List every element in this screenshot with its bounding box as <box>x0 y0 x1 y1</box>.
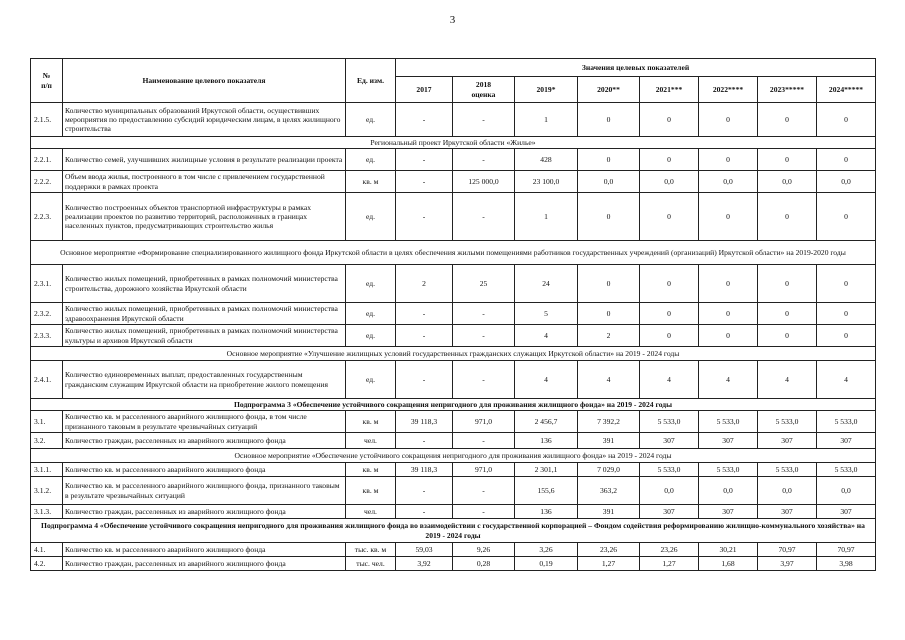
indicator-number: 2.2.2. <box>31 171 63 193</box>
indicator-value: - <box>396 433 453 449</box>
indicator-value: 0 <box>817 103 876 137</box>
indicator-name: Количество граждан, расселенных из аварийного жилищного фонда <box>63 433 346 449</box>
section-row <box>31 347 876 361</box>
page-number: 3 <box>449 14 456 26</box>
indicator-name: Количество кв. м расселенного аварийного жилищного фонда <box>63 543 346 557</box>
indicator-value: 307 <box>640 505 699 519</box>
table-row <box>31 361 876 399</box>
header-year: 2020** <box>578 77 640 103</box>
indicator-value: - <box>453 433 515 449</box>
indicator-value: 0,0 <box>640 477 699 505</box>
indicator-name: Объем ввода жилья, построенного в том числе с привлечением государственной поддержки в рамках проекта <box>63 171 346 193</box>
indicator-value: 307 <box>817 505 876 519</box>
indicator-unit: ед. <box>346 303 396 325</box>
indicator-name: Количество жилых помещений, приобретенных в рамках полномочий министерства строительства, дорожного хозяйства Иркутской области <box>63 265 346 303</box>
indicator-name: Количество кв. м расселенного аварийного жилищного фонда, признанного таковым в результате чрезвычайных ситуаций <box>63 477 346 505</box>
indicator-name: Количество построенных объектов транспортной инфраструктуры в рамках реализации проектов по развитию территорий, расположенных в границах населенных пунктов, предусматривающих строительство жилья <box>63 193 346 241</box>
indicator-unit: тыс. чел. <box>346 557 396 571</box>
indicator-value: 0 <box>640 193 699 241</box>
section-row <box>31 137 876 149</box>
indicator-name: Количество жилых помещений, приобретенных в рамках полномочий министерства здравоохранения Иркутской области <box>63 303 346 325</box>
indicator-value: 307 <box>758 433 817 449</box>
indicator-name: Количество кв. м расселенного аварийного жилищного фонда, в том числе признанного таковым в результате чрезвычайных ситуаций <box>63 411 346 433</box>
indicator-value: 0 <box>578 103 640 137</box>
indicator-number: 4.1. <box>31 543 63 557</box>
indicator-number: 4.2. <box>31 557 63 571</box>
indicator-value: 971,0 <box>453 463 515 477</box>
indicator-value: 0 <box>758 149 817 171</box>
indicator-value: 0 <box>699 103 758 137</box>
indicator-value: 0,0 <box>817 171 876 193</box>
indicator-unit: кв. м <box>346 171 396 193</box>
table-row <box>31 505 876 519</box>
section-row <box>31 241 876 265</box>
indicator-value: 1 <box>515 103 578 137</box>
indicator-value: 0 <box>817 265 876 303</box>
indicator-number: 3.1.3. <box>31 505 63 519</box>
indicator-value: 971,0 <box>453 411 515 433</box>
indicator-number: 2.3.2. <box>31 303 63 325</box>
indicator-name: Количество муниципальных образований Иркутской области, осуществивших мероприятия по предоставлению субсидий юридическим лицам, в целях жилищного строительства <box>63 103 346 137</box>
indicator-value: - <box>453 303 515 325</box>
indicator-value: 3,92 <box>396 557 453 571</box>
indicator-name: Количество единовременных выплат, предоставленных государственным гражданским служащим Иркутской области на приобретение жилого помещения <box>63 361 346 399</box>
indicator-number: 2.3.3. <box>31 325 63 347</box>
indicator-value: - <box>453 477 515 505</box>
table-row <box>31 557 876 571</box>
table-row <box>31 325 876 347</box>
indicator-value: 5 533,0 <box>758 411 817 433</box>
indicator-value: 0 <box>640 325 699 347</box>
indicator-value: 0 <box>758 103 817 137</box>
indicator-value: 2 <box>578 325 640 347</box>
indicator-value: - <box>396 103 453 137</box>
indicator-value: - <box>453 103 515 137</box>
indicator-value: 23,26 <box>640 543 699 557</box>
indicator-value: 5 533,0 <box>817 463 876 477</box>
indicator-unit: чел. <box>346 505 396 519</box>
indicator-unit: тыс. кв. м <box>346 543 396 557</box>
indicator-value: 0 <box>817 325 876 347</box>
indicator-value: 0 <box>817 149 876 171</box>
table-row <box>31 433 876 449</box>
indicator-value: 5 533,0 <box>699 463 758 477</box>
table-row <box>31 411 876 433</box>
indicator-value: 0 <box>640 265 699 303</box>
indicator-value: 9,26 <box>453 543 515 557</box>
indicator-value: 136 <box>515 505 578 519</box>
indicator-value: - <box>396 171 453 193</box>
header-num: № п/п <box>31 59 63 103</box>
indicator-number: 3.2. <box>31 433 63 449</box>
indicator-value: 307 <box>817 433 876 449</box>
indicator-value: 0 <box>578 303 640 325</box>
indicator-value: - <box>396 303 453 325</box>
indicator-value: 3,26 <box>515 543 578 557</box>
indicator-value: 0,0 <box>640 171 699 193</box>
table-row <box>31 477 876 505</box>
indicator-number: 3.1. <box>31 411 63 433</box>
section-title: Подпрограмма 3 «Обеспечение устойчивого сокращения непригодного для проживания жилищного фонда» на 2019 - 2024 годы <box>31 399 876 411</box>
table-row <box>31 103 876 137</box>
table-row <box>31 193 876 241</box>
indicator-value: 4 <box>817 361 876 399</box>
indicator-value: 3,98 <box>817 557 876 571</box>
header-values-title: Значения целевых показателей <box>396 59 876 77</box>
indicator-value: 307 <box>758 505 817 519</box>
indicator-value: 59,03 <box>396 543 453 557</box>
indicator-value: 428 <box>515 149 578 171</box>
indicator-value: 5 533,0 <box>640 463 699 477</box>
indicator-value: 0 <box>699 265 758 303</box>
indicator-value: 0,28 <box>453 557 515 571</box>
indicator-unit: ед. <box>346 193 396 241</box>
table-row <box>31 149 876 171</box>
indicator-value: 39 118,3 <box>396 463 453 477</box>
indicator-value: 0 <box>699 149 758 171</box>
indicator-value: 155,6 <box>515 477 578 505</box>
indicator-value: - <box>396 193 453 241</box>
header-year: 2021*** <box>640 77 699 103</box>
indicator-value: - <box>453 193 515 241</box>
indicator-unit: ед. <box>346 361 396 399</box>
indicator-value: 0,0 <box>758 477 817 505</box>
indicator-value: 136 <box>515 433 578 449</box>
indicator-value: 23,26 <box>578 543 640 557</box>
indicator-value: - <box>396 361 453 399</box>
header-year: 2019* <box>515 77 578 103</box>
indicator-number: 2.2.1. <box>31 149 63 171</box>
indicator-value: 3,97 <box>758 557 817 571</box>
indicator-value: 0 <box>640 103 699 137</box>
indicator-value: 125 000,0 <box>453 171 515 193</box>
indicator-value: 1,27 <box>640 557 699 571</box>
indicator-number: 2.2.3. <box>31 193 63 241</box>
indicator-name: Количество граждан, расселенных из аварийного жилищного фонда <box>63 505 346 519</box>
indicator-value: 307 <box>699 505 758 519</box>
indicator-value: 25 <box>453 265 515 303</box>
indicator-value: 0 <box>758 325 817 347</box>
indicator-number: 3.1.1. <box>31 463 63 477</box>
indicator-unit: чел. <box>346 433 396 449</box>
section-title: Подпрограмма 4 «Обеспечение устойчивого сокращения непригодного для проживания жилищного фонда во взаимодействии с государственной корпорацией – Фондом содействия реформированию жилищно-коммунального хозяйства» на 2019 - 2024 годы <box>31 519 876 543</box>
indicator-value: 0 <box>758 265 817 303</box>
indicator-value: 23 100,0 <box>515 171 578 193</box>
indicator-value: 2 301,1 <box>515 463 578 477</box>
indicator-name: Количество кв. м расселенного аварийного жилищного фонда <box>63 463 346 477</box>
indicator-value: 4 <box>699 361 758 399</box>
indicator-value: 0,0 <box>699 477 758 505</box>
indicator-value: 0,0 <box>699 171 758 193</box>
indicator-value: 1 <box>515 193 578 241</box>
indicator-value: - <box>396 477 453 505</box>
indicator-unit: ед. <box>346 149 396 171</box>
indicator-value: 0 <box>578 149 640 171</box>
indicator-name: Количество граждан, расселенных из аварийного жилищного фонда <box>63 557 346 571</box>
indicator-value: - <box>453 505 515 519</box>
indicator-value: - <box>396 325 453 347</box>
indicator-number: 2.4.1. <box>31 361 63 399</box>
indicator-value: 70,97 <box>817 543 876 557</box>
table-row <box>31 463 876 477</box>
indicator-value: 0 <box>699 303 758 325</box>
indicator-value: 363,2 <box>578 477 640 505</box>
indicator-number: 2.1.5. <box>31 103 63 137</box>
section-title: Основное мероприятие «Формирование специализированного жилищного фонда Иркутской области в целях обеспечения жилыми помещениями работников государственных учреждений (организаций) Иркутской области» на 2019-2020 годы <box>31 241 876 265</box>
section-title: Основное мероприятие «Улучшение жилищных условий государственных гражданских служащих Иркутской области» на 2019 - 2024 годы <box>31 347 876 361</box>
section-row <box>31 399 876 411</box>
indicator-value: 307 <box>699 433 758 449</box>
indicator-value: 30,21 <box>699 543 758 557</box>
indicator-value: 0 <box>758 193 817 241</box>
indicator-value: 0,19 <box>515 557 578 571</box>
indicator-value: 0 <box>758 303 817 325</box>
section-row <box>31 519 876 543</box>
indicator-unit: кв. м <box>346 477 396 505</box>
indicator-value: 391 <box>578 433 640 449</box>
header-year: 2018 оценка <box>453 77 515 103</box>
indicator-value: 5 533,0 <box>817 411 876 433</box>
header-year: 2023***** <box>758 77 817 103</box>
indicator-number: 2.3.1. <box>31 265 63 303</box>
indicator-value: 4 <box>578 361 640 399</box>
indicator-value: 0 <box>578 265 640 303</box>
header-name: Наименование целевого показателя <box>63 59 346 103</box>
indicator-value: 0,0 <box>578 171 640 193</box>
indicator-value: - <box>396 505 453 519</box>
indicator-value: 0 <box>699 193 758 241</box>
indicator-value: - <box>453 149 515 171</box>
header-year: 2022**** <box>699 77 758 103</box>
indicator-value: 4 <box>758 361 817 399</box>
table-row <box>31 265 876 303</box>
header-year: 2017 <box>396 77 453 103</box>
indicator-value: 5 533,0 <box>699 411 758 433</box>
indicator-value: 7 029,0 <box>578 463 640 477</box>
indicator-value: 307 <box>640 433 699 449</box>
indicator-value: 5 533,0 <box>640 411 699 433</box>
indicator-value: 0 <box>640 303 699 325</box>
indicator-value: 7 392,2 <box>578 411 640 433</box>
indicator-value: 1,68 <box>699 557 758 571</box>
indicator-unit: ед. <box>346 103 396 137</box>
section-title: Региональный проект Иркутской области «Жилье» <box>31 137 876 149</box>
indicator-unit: кв. м <box>346 411 396 433</box>
indicator-value: 391 <box>578 505 640 519</box>
table-row <box>31 543 876 557</box>
indicator-value: - <box>453 325 515 347</box>
indicator-value: 0 <box>817 193 876 241</box>
indicator-value: 24 <box>515 265 578 303</box>
indicator-value: - <box>396 149 453 171</box>
indicator-name: Количество семей, улучшивших жилищные условия в результате реализации проекта <box>63 149 346 171</box>
indicator-value: 0,0 <box>758 171 817 193</box>
target-indicators-table <box>30 58 876 571</box>
indicator-value: 5 <box>515 303 578 325</box>
indicator-value: 4 <box>515 325 578 347</box>
indicator-value: 0 <box>699 325 758 347</box>
section-row <box>31 449 876 463</box>
indicator-value: 4 <box>640 361 699 399</box>
indicator-value: 1,27 <box>578 557 640 571</box>
header-unit: Ед. изм. <box>346 59 396 103</box>
indicator-unit: ед. <box>346 265 396 303</box>
header-year: 2024***** <box>817 77 876 103</box>
table-row <box>31 303 876 325</box>
indicator-value: 0,0 <box>817 477 876 505</box>
indicator-name: Количество жилых помещений, приобретенных в рамках полномочий министерства культуры и архивов Иркутской области <box>63 325 346 347</box>
table-row <box>31 171 876 193</box>
indicator-value: 2 <box>396 265 453 303</box>
section-title: Основное мероприятие «Обеспечение устойчивого сокращения непригодного для проживания жилищного фонда» на 2019 - 2024 годы <box>31 449 876 463</box>
table-body <box>31 103 876 571</box>
indicator-value: 2 456,7 <box>515 411 578 433</box>
indicator-value: - <box>453 361 515 399</box>
indicator-unit: ед. <box>346 325 396 347</box>
indicator-value: 0 <box>640 149 699 171</box>
indicator-value: 0 <box>817 303 876 325</box>
indicator-value: 0 <box>578 193 640 241</box>
indicator-value: 39 118,3 <box>396 411 453 433</box>
indicator-value: 4 <box>515 361 578 399</box>
indicator-value: 5 533,0 <box>758 463 817 477</box>
indicator-unit: кв. м <box>346 463 396 477</box>
indicator-value: 70,97 <box>758 543 817 557</box>
indicator-number: 3.1.2. <box>31 477 63 505</box>
